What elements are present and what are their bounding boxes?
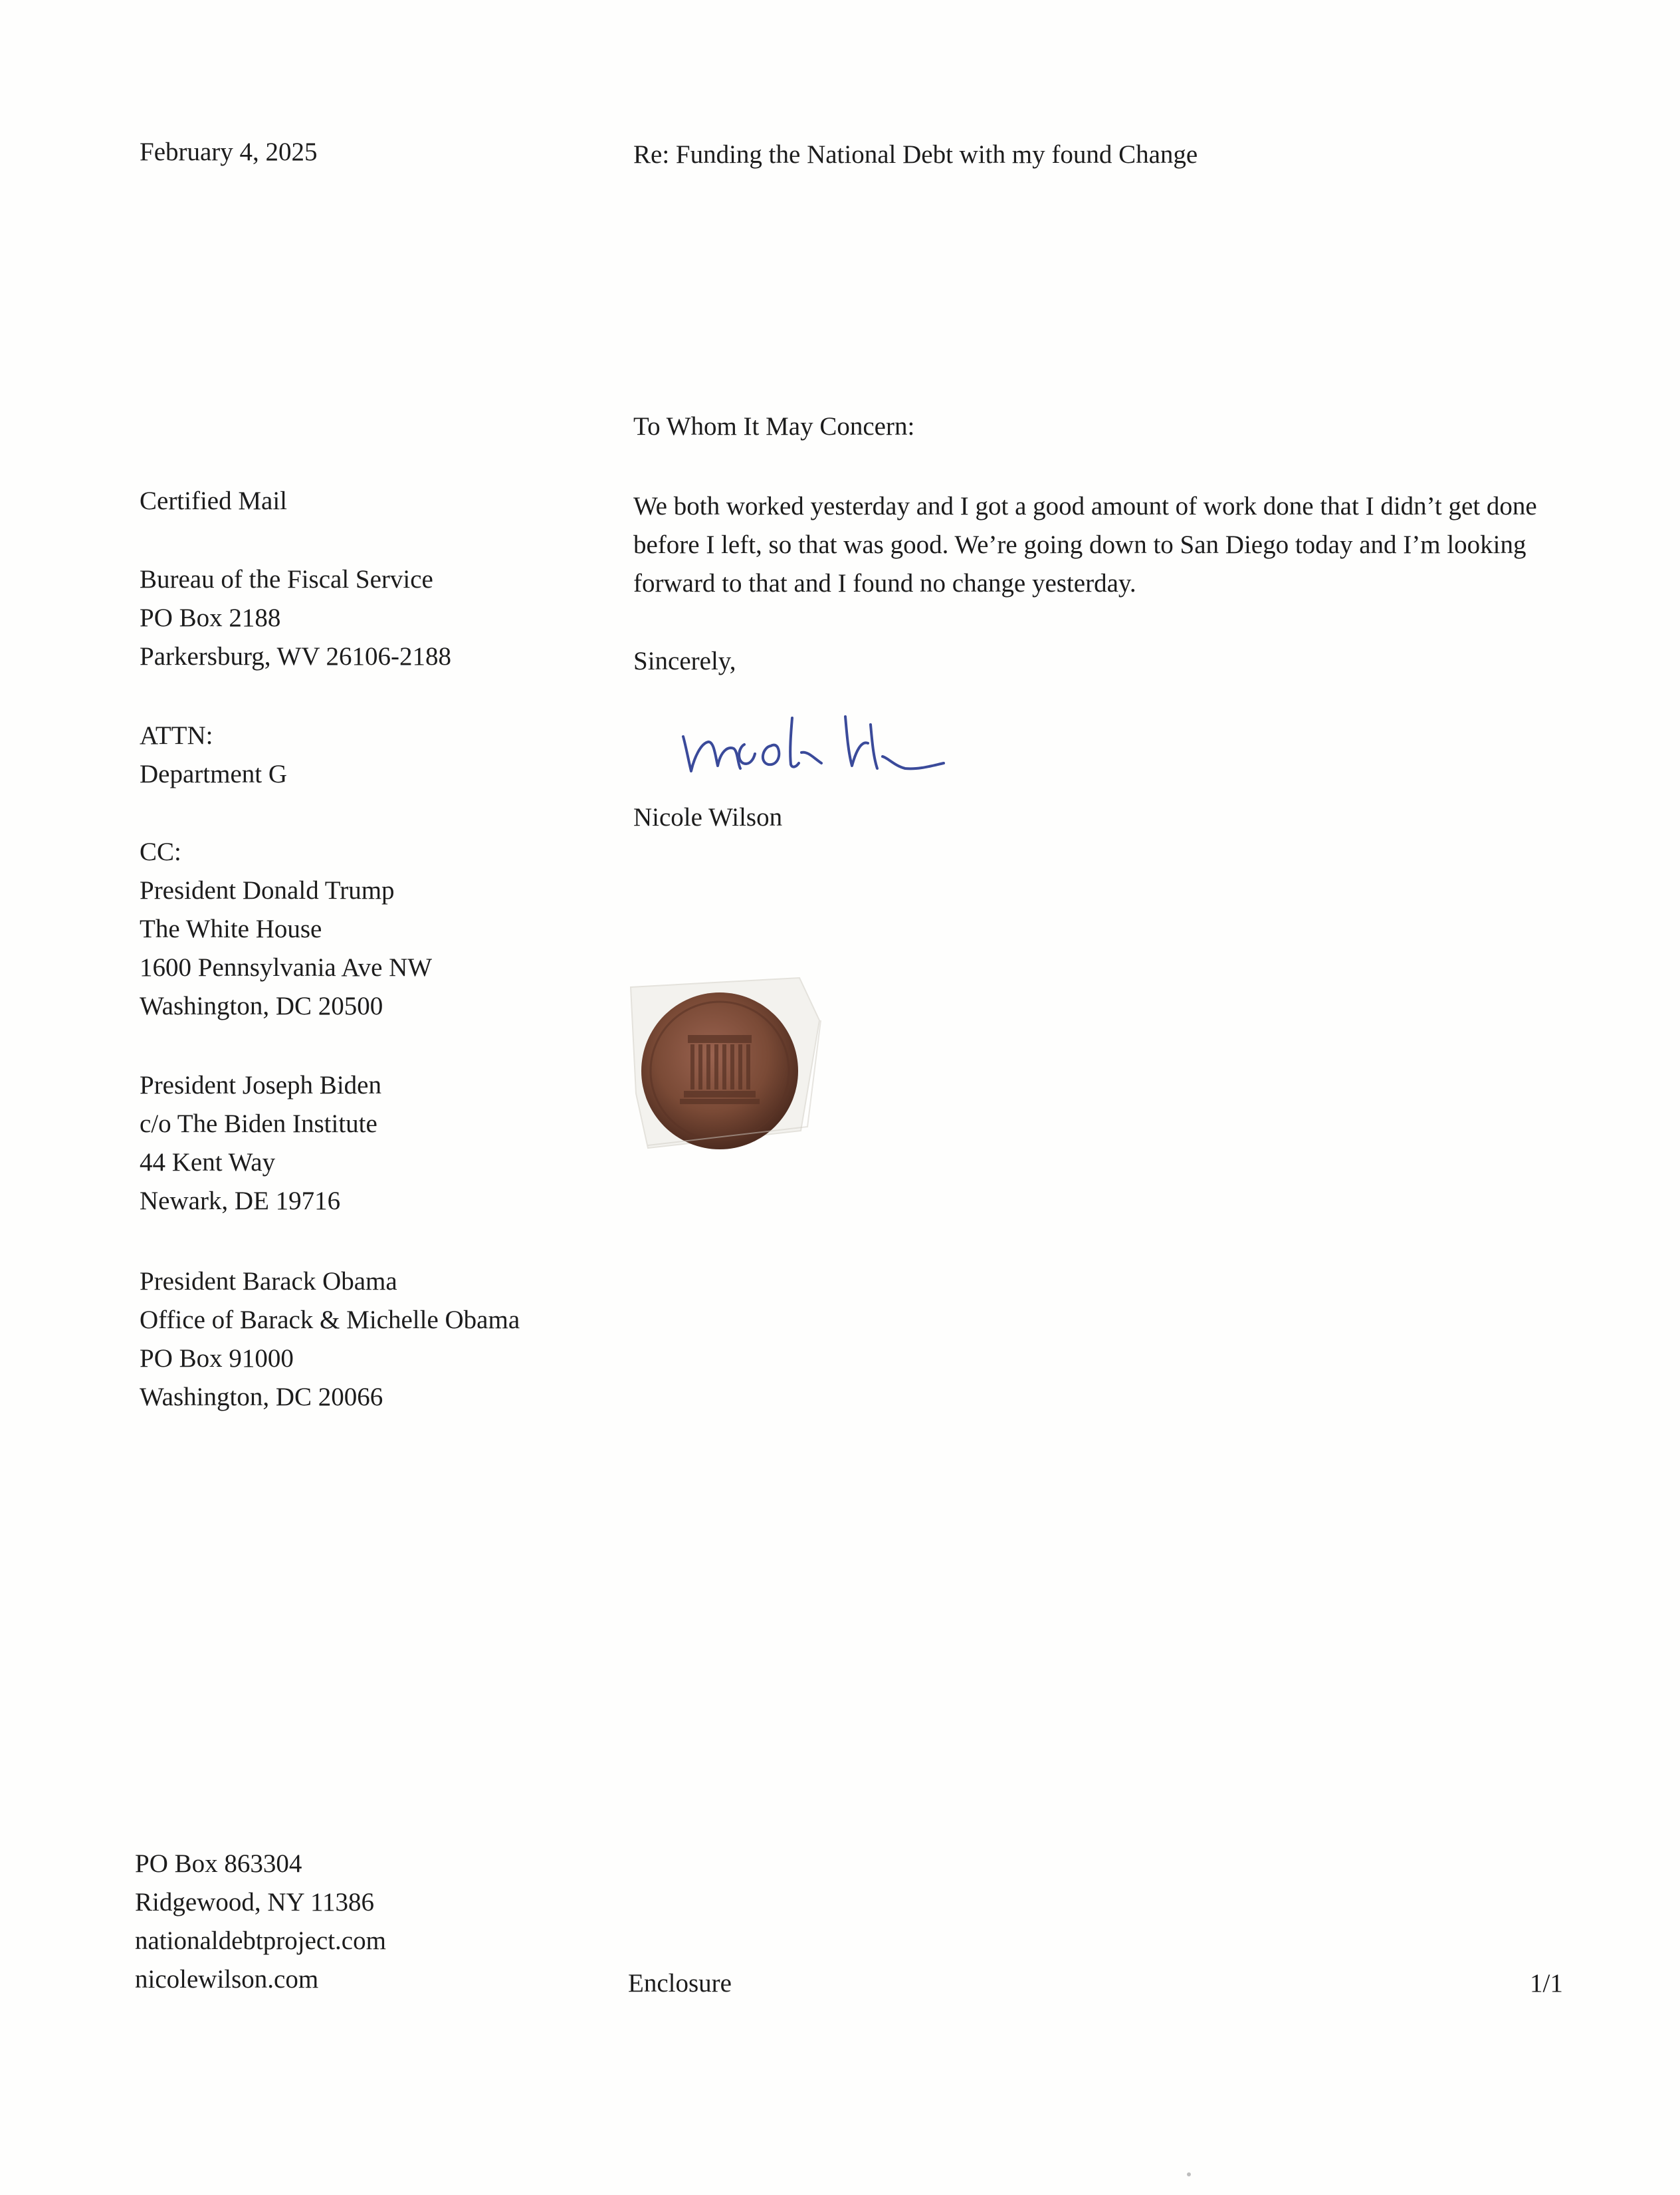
scan-speck [1187,2172,1191,2176]
signer-name: Nicole Wilson [633,803,783,832]
letter-body: We both worked yesterday and I got a good amount of work done that I didn’t get done before I left, so that was good. We’re going down to San Diego today and I’m looking forward to that and I found no change yesterday. [633,492,1537,598]
cc-block-obama [140,1262,520,1417]
recipient-line: Bureau of the Fiscal Service [140,565,433,594]
handwritten-signature [671,705,984,791]
cc-line: Newark, DE 19716 [140,1187,341,1215]
cc-line: President Donald Trump [140,876,395,905]
cc-line: 44 Kent Way [140,1148,276,1177]
cc-line: President Joseph Biden [140,1071,381,1099]
cc-line: PO Box 91000 [140,1344,294,1373]
cc-line: The White House [140,915,322,943]
cc-line: c/o The Biden Institute [140,1109,377,1138]
cc-block-biden [140,1066,381,1220]
salutation: To Whom It May Concern: [633,412,915,441]
letter-date: February 4, 2025 [140,138,318,166]
cc-label: CC: [140,838,181,866]
cc-line: Washington, DC 20066 [140,1383,383,1411]
recipient-line: PO Box 2188 [140,604,281,632]
cc-block-trump [140,833,432,1026]
penny-coin-icon [621,974,841,1167]
sender-line: PO Box 863304 [135,1849,302,1878]
cc-line: Office of Barack & Michelle Obama [140,1306,520,1334]
sender-website: nicolewilson.com [135,1965,319,1994]
enclosure-label: Enclosure [628,1969,732,1998]
letter-subject: Re: Funding the National Debt with my found Change [633,140,1198,169]
closing: Sincerely, [633,647,736,675]
recipient-line: Parkersburg, WV 26106-2188 [140,642,452,671]
page-number: 1/1 [1530,1969,1563,1998]
attn-label: ATTN: [140,721,213,750]
mailing-method: Certified Mail [140,487,288,515]
sender-website: nationaldebtproject.com [135,1926,386,1955]
cc-line: Washington, DC 20500 [140,992,383,1020]
attn-department: Department G [140,760,288,788]
cc-line: President Barack Obama [140,1267,397,1296]
sender-line: Ridgewood, NY 11386 [135,1888,375,1916]
cc-line: 1600 Pennsylvania Ave NW [140,953,433,982]
recipient-address [140,560,451,676]
attn-block [140,717,287,794]
sender-address [135,1845,386,1999]
